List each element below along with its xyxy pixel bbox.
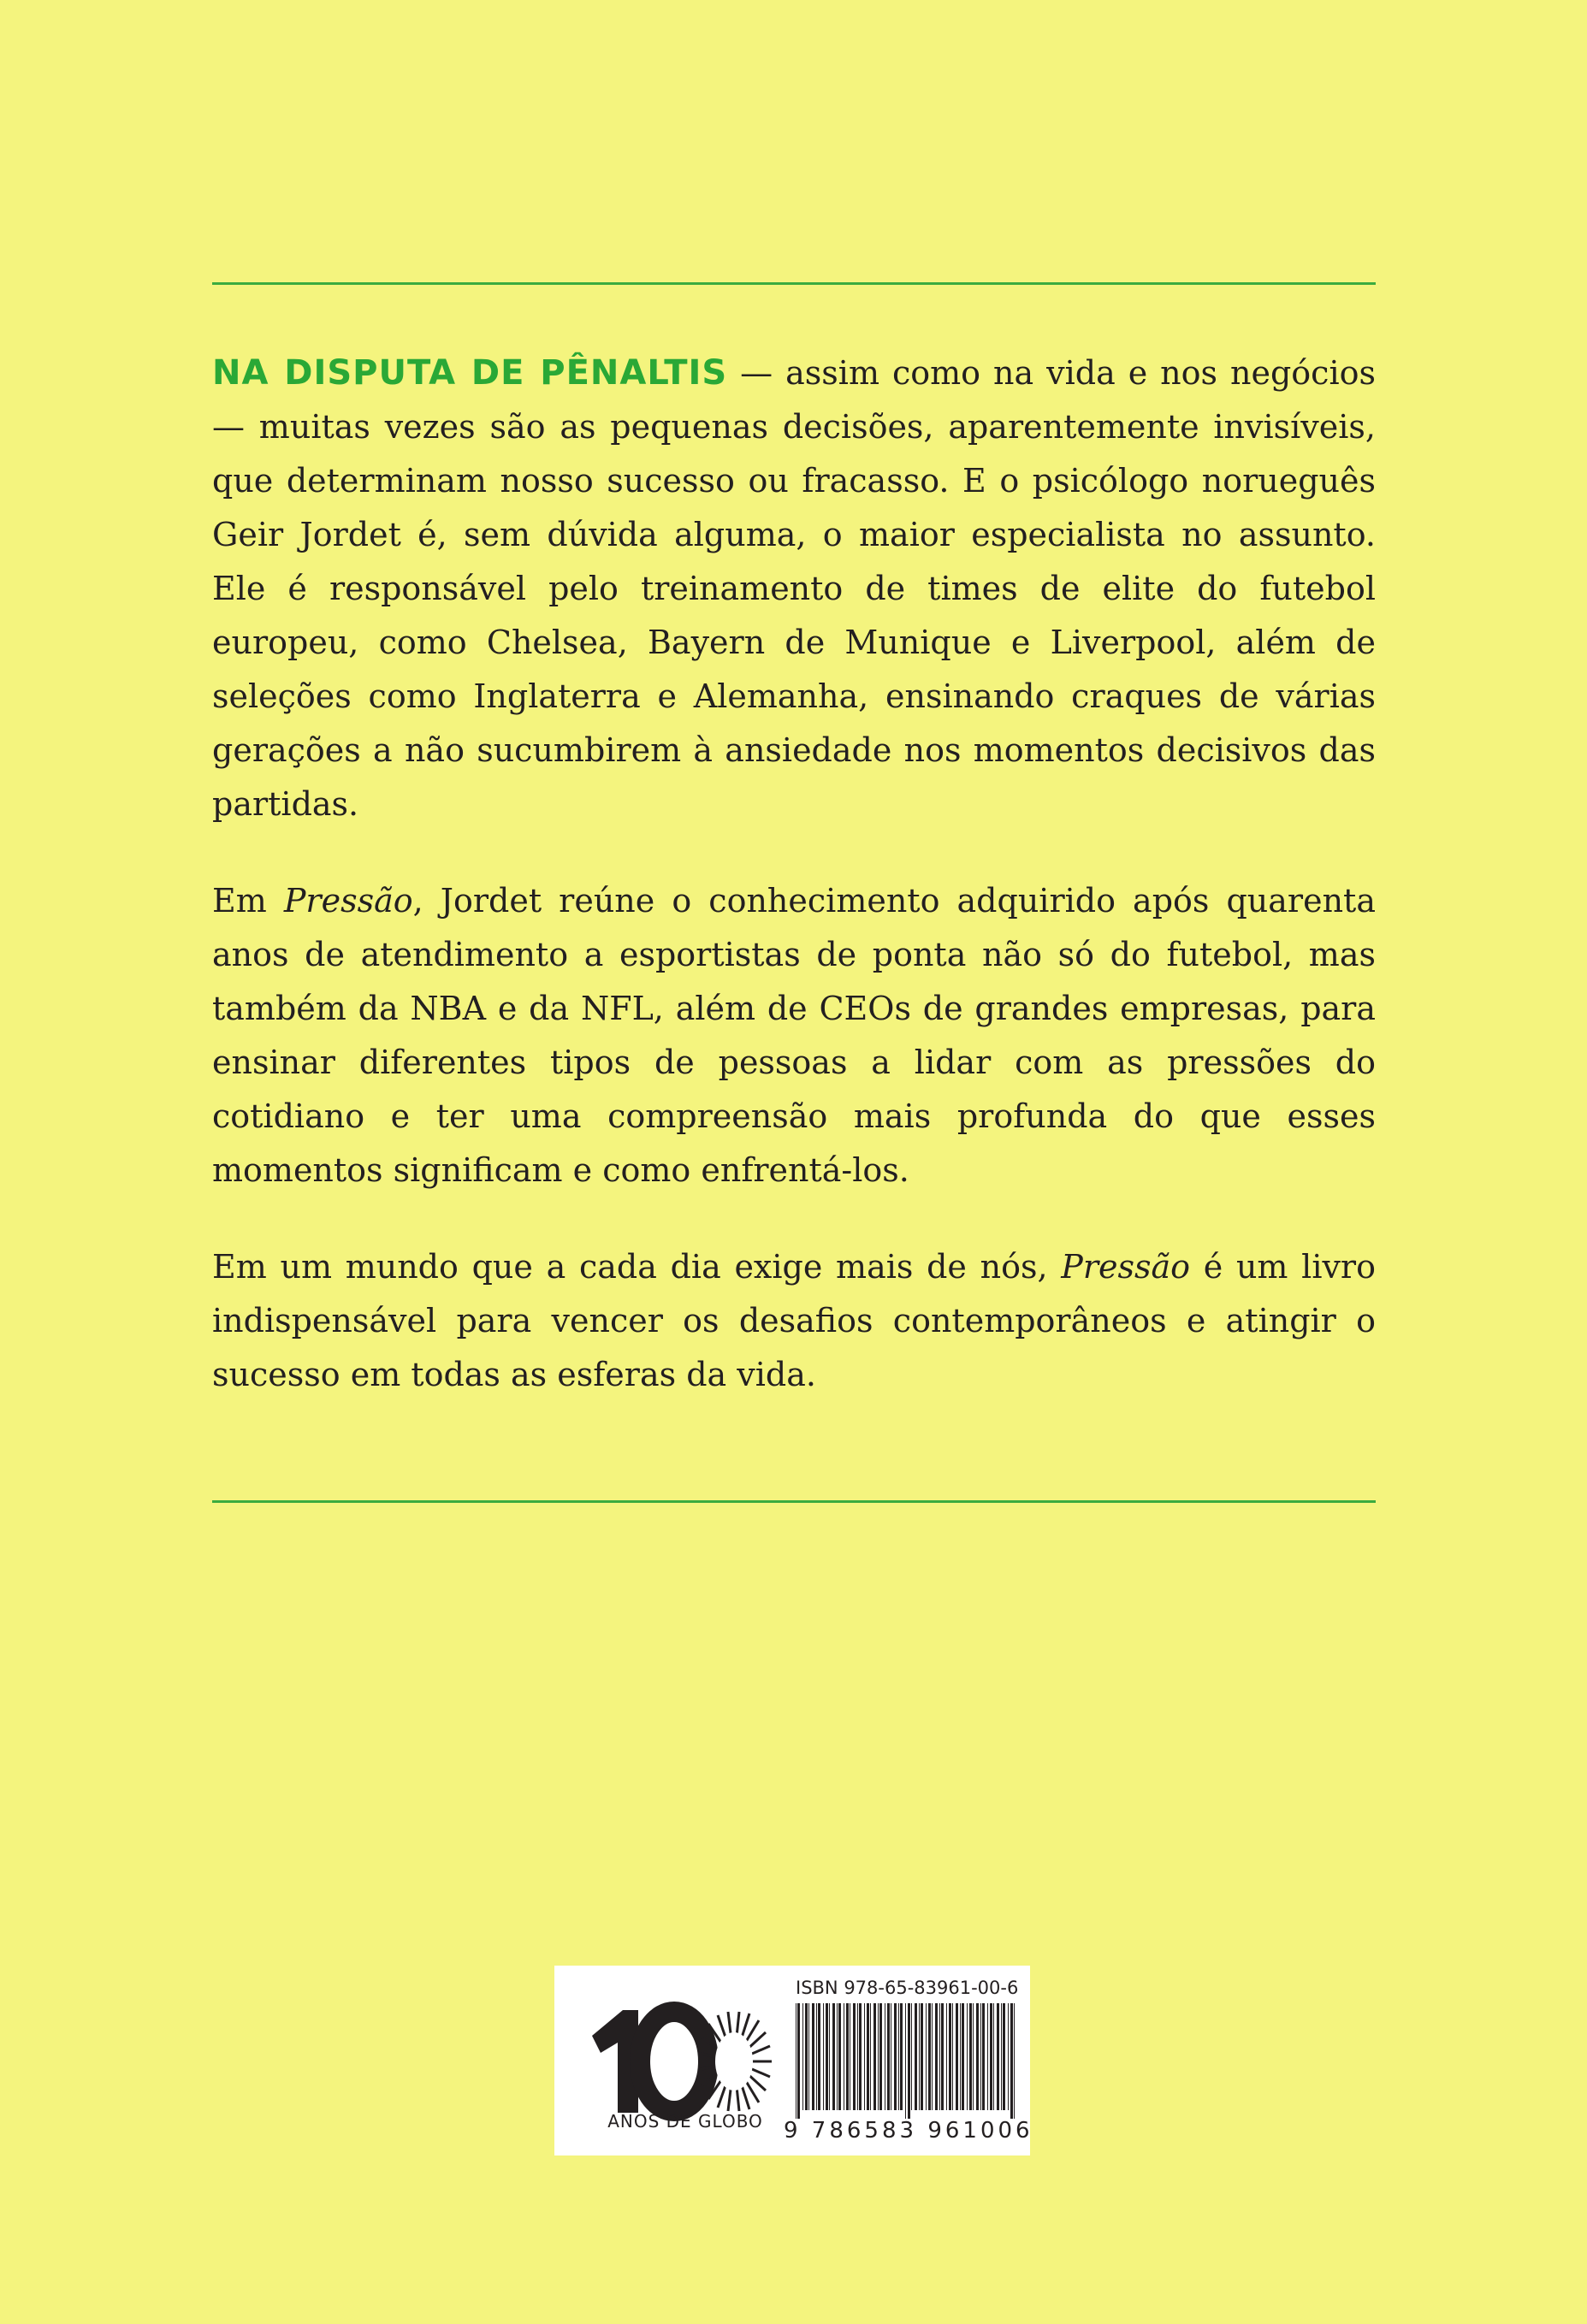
back-cover-blurb [212,346,1376,1445]
barcode-bar [919,2003,920,2110]
logo-caption: ANOS DE GLOBO [607,2111,763,2132]
barcode-bar [911,2003,912,2110]
blurb-paragraph-3-text: é um livro indispensável para vencer os desafios contemporâneos e atingir o sucesso em todas as esferas da vida. [212,1248,1376,1393]
barcode-bar [946,2003,947,2110]
blurb-paragraph-3-start: Em um mundo que a cada dia exige mais de nós, [212,1248,1062,1286]
barcode-bar [879,2003,882,2110]
blurb-paragraph-2-text: , Jordet reúne o conhecimento adquirido após quarenta anos de atendimento a esportistas de ponta não só do futebol, mas também da NBA e da NFL, além de CEOs de grandes empresas, para ensinar diferentes tipos de pessoas a lidar com as pressões do cotidiano e ter uma compreensão mais profunda do que esses momentos significam e como enfrentá-los. [212,882,1376,1189]
barcode-bar [887,2003,890,2110]
barcode-bar [857,2003,858,2110]
barcode-bar [878,2003,879,2110]
barcode-bar [846,2003,849,2110]
blurb-paragraph-2-start: Em [212,882,284,920]
barcode-bar [976,2003,979,2110]
barcode-bar [873,2003,876,2110]
barcode [796,2003,1018,2119]
barcode-bar [1001,2003,1002,2110]
barcode-bar [926,2003,927,2110]
barcode-bar [812,2003,814,2110]
blurb-lead-heading: NA DISPUTA DE PÊNALTIS [212,353,728,393]
barcode-bar [928,2003,931,2110]
blurb-paragraph-1-text: — assim como na vida e nos negócios — muitas vezes são as pequenas decisões, aparentemente invisíveis, que determinam nosso sucesso ou fracasso. E o psicólogo norueguês Geir Jordet é, sem dúvida alguma, o maior especialista no assunto. Ele é responsável pelo treinamento de times de elite do futebol europeu, como Chelsea, Bayern de Munique e Liverpool, além de seleções como Inglaterra e Alemanha, ensinando craques de várias gerações a não sucumbirem à ansiedade nos momentos decisivos das partidas. [212,354,1376,823]
barcode-bar [915,2003,917,2110]
barcode-bar [864,2003,865,2110]
barcode-bar [837,2003,838,2110]
blurb-paragraph-3 [212,1240,1376,1402]
book-title-italic: Pressão [1061,1248,1191,1286]
barcode-bar [1003,2003,1005,2110]
barcode-bar [973,2003,974,2110]
barcode-bar [987,2003,988,2110]
barcode-bar [962,2003,964,2110]
barcode-bar [967,2003,968,2110]
barcode-bar [941,2003,944,2110]
barcode-bar [826,2003,828,2110]
barcode-bar [829,2003,830,2110]
barcode-bar [802,2003,803,2110]
barcode-bar [980,2003,981,2110]
barcode-bar [867,2003,869,2110]
barcode-bar [956,2003,958,2110]
barcode-bar [1010,2003,1013,2119]
isbn-badge [554,1966,1033,2155]
bottom-divider [212,1500,1376,1503]
barcode-bar [805,2003,808,2110]
barcode-bar [894,2003,897,2110]
barcode-bar [816,2003,817,2110]
barcode-bar [905,2003,906,2119]
barcode-bar [832,2003,835,2110]
barcode-bar [990,2003,992,2110]
barcode-bar [935,2003,938,2110]
barcode-bar [932,2003,933,2110]
barcode-bar [818,2003,820,2110]
barcode-bar [908,2003,910,2119]
book-title-italic: Pressão [283,882,413,920]
globo-100-logo [589,2002,773,2121]
top-divider [212,282,1376,285]
barcode-bar [900,2003,903,2110]
barcode-bar [853,2003,856,2110]
barcode-bar [993,2003,994,2110]
barcode-bar [969,2003,972,2110]
barcode-bar [797,2003,800,2119]
barcode-number: 9 786583 961006 [784,2118,1033,2144]
barcode-bar [823,2003,824,2110]
barcode-bar [952,2003,953,2110]
barcode-bar [898,2003,899,2110]
barcode-bar [982,2003,985,2110]
barcode-bar [859,2003,862,2110]
barcode-bar [870,2003,871,2110]
barcode-bar [949,2003,951,2110]
barcode-bar [1008,2003,1009,2110]
barcode-bar [997,2003,999,2110]
barcode-bar [1014,2003,1015,2119]
barcode-bar [939,2003,940,2110]
blurb-paragraph-1 [212,346,1376,831]
barcode-bar [960,2003,961,2110]
barcode-bar [838,2003,841,2110]
barcode-bar [808,2003,809,2110]
isbn-label: ISBN 978-65-83961-00-6 [796,1978,1019,1998]
blurb-paragraph-2 [212,874,1376,1197]
barcode-bar [921,2003,923,2110]
